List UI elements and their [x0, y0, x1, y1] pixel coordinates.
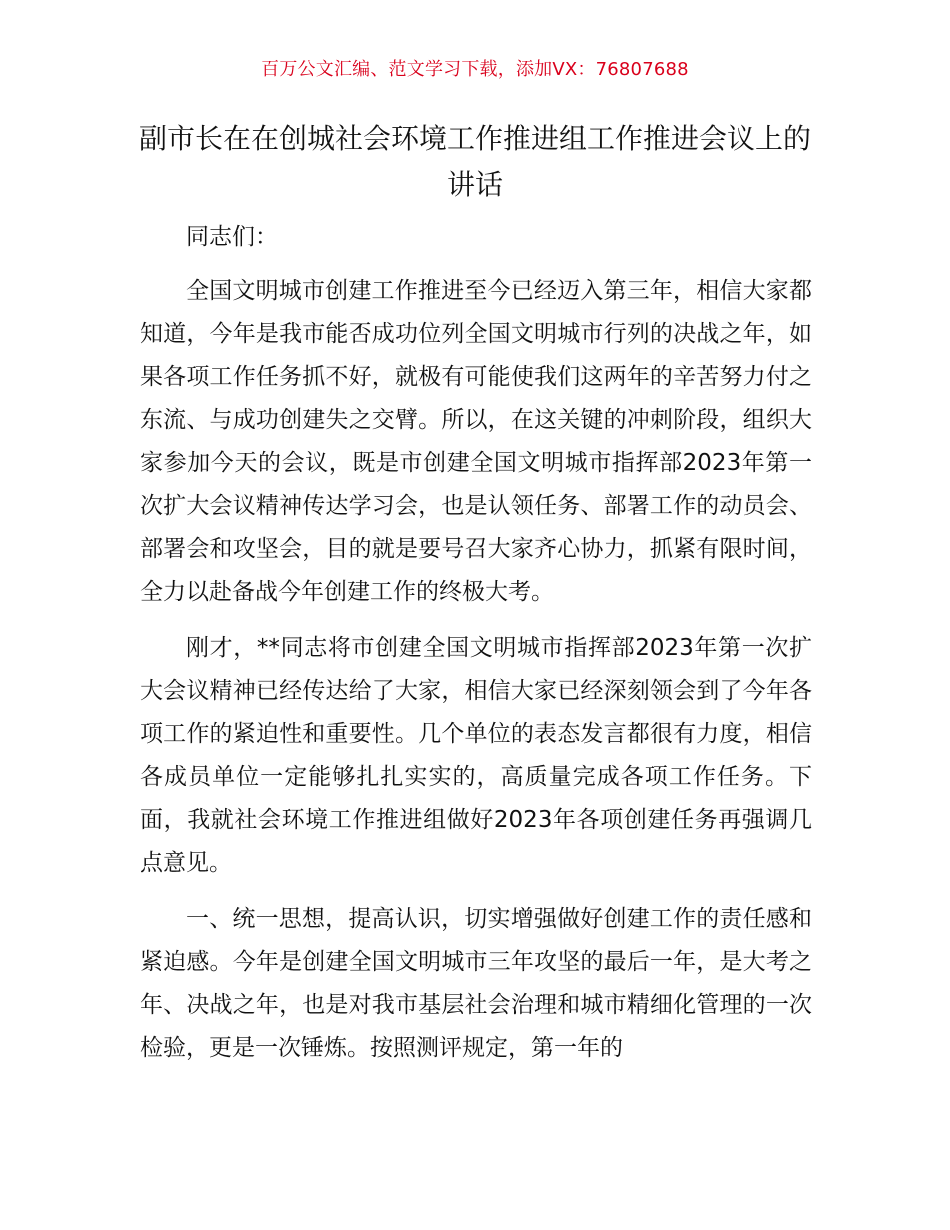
document-title: 副市长在在创城社会环境工作推进组工作推进会议上的讲话: [138, 122, 811, 201]
paragraph-section-one: 一、统一思想，提高认识，切实增强做好创建工作的责任感和紧迫感。今年是创建全国文明城市三年攻坚的最后一年，是大考之年、决战之年，也是对我市基层社会治理和城市精细化管理的一次检验，更是一次锤炼。按照测评规定，第一年的: [140, 906, 812, 1061]
paragraph-intro: 全国文明城市创建工作推进至今已经迈入第三年，相信大家都知道，今年是我市能否成功位列全国文明城市行列的决战之年，如果各项工作任务抓不好，就极有可能使我们这两年的辛苦努力付之东流、与成功创建失之交臂。所以，在这关键的冲刺阶段，组织大家参加今天的会议，既是市创建全国文明城市指挥部2023年第一次扩大会议精神传达学习会，也是认领任务、部署工作的动员会、部署会和攻坚会，目的就是要号召大家齐心协力，抓紧有限时间，全力以赴备战今年创建工作的终极大考。: [140, 278, 812, 605]
salutation: 同志们：: [186, 224, 278, 250]
paragraph-review: 刚才，**同志将市创建全国文明城市指挥部2023年第一次扩大会议精神已经传达给了大家，相信大家已经深刻领会到了今年各项工作的紧迫性和重要性。几个单位的表态发言都很有力度，相信各成员单位一定能够扎扎实实的，高质量完成各项工作任务。下面，我就社会环境工作推进组做好2023年各项创建任务再强调几点意见。: [140, 635, 812, 876]
watermark-header: 百万公文汇编、范文学习下载，添加VX：76807688: [261, 59, 689, 80]
document-body: [140, 216, 812, 1083]
